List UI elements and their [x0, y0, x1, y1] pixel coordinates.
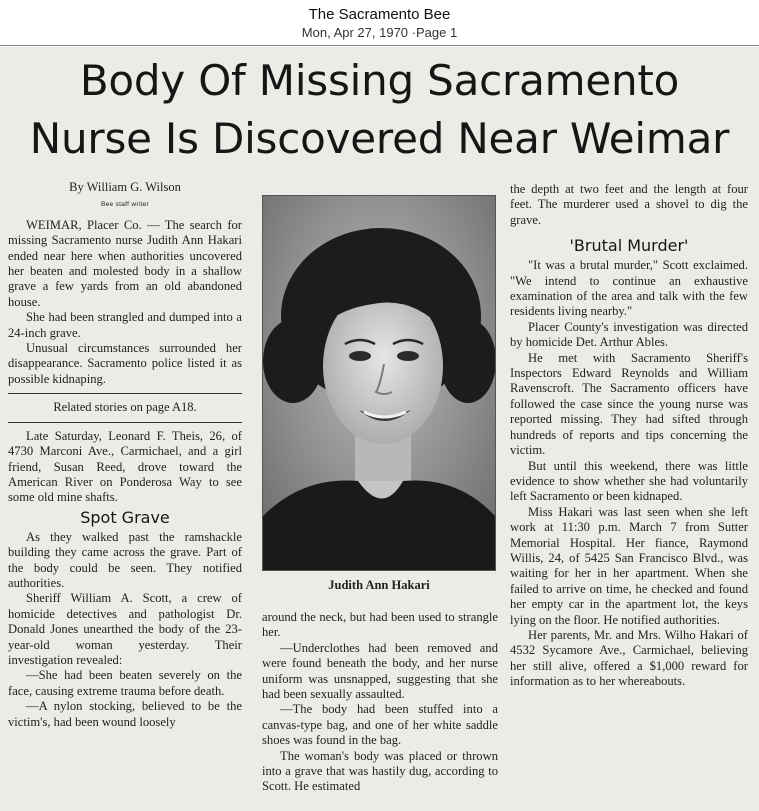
publication-name: The Sacramento Bee — [308, 6, 451, 23]
paragraph: But until this weekend, there was little evidence to show whether she had voluntarily left Sacramento or been kidnaped. — [510, 458, 748, 504]
headline — [0, 52, 759, 168]
subhead-spot-grave: Spot Grave — [80, 507, 170, 527]
paragraph: —She had been beaten severely on the face, causing extreme trauma before death. — [8, 668, 242, 698]
paragraph: around the neck, but had been used to strangle her. — [262, 610, 498, 640]
subhead-brutal-murder: 'Brutal Murder' — [569, 236, 689, 256]
paragraph: "It was a brutal murder," Scott exclaimed. "We intend to continue an exhaustive examination of the area and talk with the few residents living nearby." — [510, 258, 748, 319]
paragraph: —The body had been stuffed into a canvas-type bag, and one of her white saddle shoes was found in the bag. — [262, 702, 498, 748]
paragraph: Unusual circumstances surrounded her disappearance. Sacramento police listed it as possible kidnaping. — [8, 341, 242, 386]
article-column-2 — [262, 610, 498, 795]
rule-divider — [8, 393, 242, 394]
paragraph: As they walked past the ramshackle building they came across the grave. Part of the body could be seen. They notified authorities. — [8, 529, 242, 590]
paragraph: Late Saturday, Leonard F. Theis, 26, of 4730 Marconi Ave., Carmichael, and a girl friend, Susan Reed, drove toward the American River on Ponderosa Way to see some old mine shafts. — [8, 428, 242, 505]
portrait-photo — [262, 195, 496, 571]
photo-caption: Judith Ann Hakari — [328, 578, 430, 592]
paragraph: —Underclothes had been removed and were found beneath the body, and her nurse uniform was unsnapped, suggesting that she had been sexually assaulted. — [262, 640, 498, 702]
paragraph: He met with Sacramento Sheriff's Inspectors Edward Reynolds and William Ravenscroft. The Sacramento officers have followed the case since the young nurse was reported missing. They had sifted through hundreds of reports and tips concerning the victim. — [510, 350, 748, 458]
rule-divider — [8, 422, 242, 423]
issue-date-page: Mon, Apr 27, 1970 ·Page 1 — [301, 25, 458, 40]
paragraph: WEIMAR, Placer Co. — The search for missing Sacramento nurse Judith Ann Hakari ended near here when authorities uncovered her beaten and molested body in a shallow grave a few yards from an old abandoned house. — [8, 217, 242, 309]
headline-line-1: Body Of Missing Sacramento — [79, 56, 680, 105]
staff-credit: Bee staff writer — [100, 201, 150, 209]
paragraph: The woman's body was placed or thrown into a grave that was hastily dug, according to Scott. He estimated — [262, 748, 498, 794]
paragraph: She had been strangled and dumped into a 24-inch grave. — [8, 310, 242, 340]
byline: By William G. Wilson — [69, 180, 181, 194]
paragraph: —A nylon stocking, believed to be the victim's, had been wound loosely — [8, 699, 242, 729]
headline-line-2: Nurse Is Discovered Near Weimar — [29, 114, 730, 163]
related-stories-note: Related stories on page A18. — [53, 400, 197, 415]
header-divider — [0, 45, 759, 46]
paragraph: the depth at two feet and the length at four feet. The murderer used a shovel to dig the grave. — [510, 182, 748, 227]
paragraph: Placer County's investigation was directed by homicide Det. Arthur Ables. — [510, 319, 748, 350]
article-column-1 — [8, 180, 242, 730]
paragraph: Sheriff William A. Scott, a crew of homicide detectives and pathologist Dr. Donald Jones unearthed the body of the 23-year-old woman yesterday. Their investigation revealed: — [8, 591, 242, 667]
article-column-3 — [510, 182, 748, 690]
paragraph: Miss Hakari was last seen when she left work at 11:30 p.m. March 7 from Sutter Memorial Hospital. Her fiance, Raymond Willis, 24, of 5425 San Francisco Blvd., was waiting for her in her apartment. When she failed to arrive on time, he checked and found her empty car in the apartment lot, the keys lying on the floor. He notified authorities. — [510, 504, 748, 627]
portrait-illustration — [263, 196, 495, 570]
paragraph: Her parents, Mr. and Mrs. Wilho Hakari of 4532 Sycamore Ave., Carmichael, believing her still alive, offered a $1,000 reward for information as to her whereabouts. — [510, 627, 748, 689]
viewer-header — [0, 0, 759, 46]
